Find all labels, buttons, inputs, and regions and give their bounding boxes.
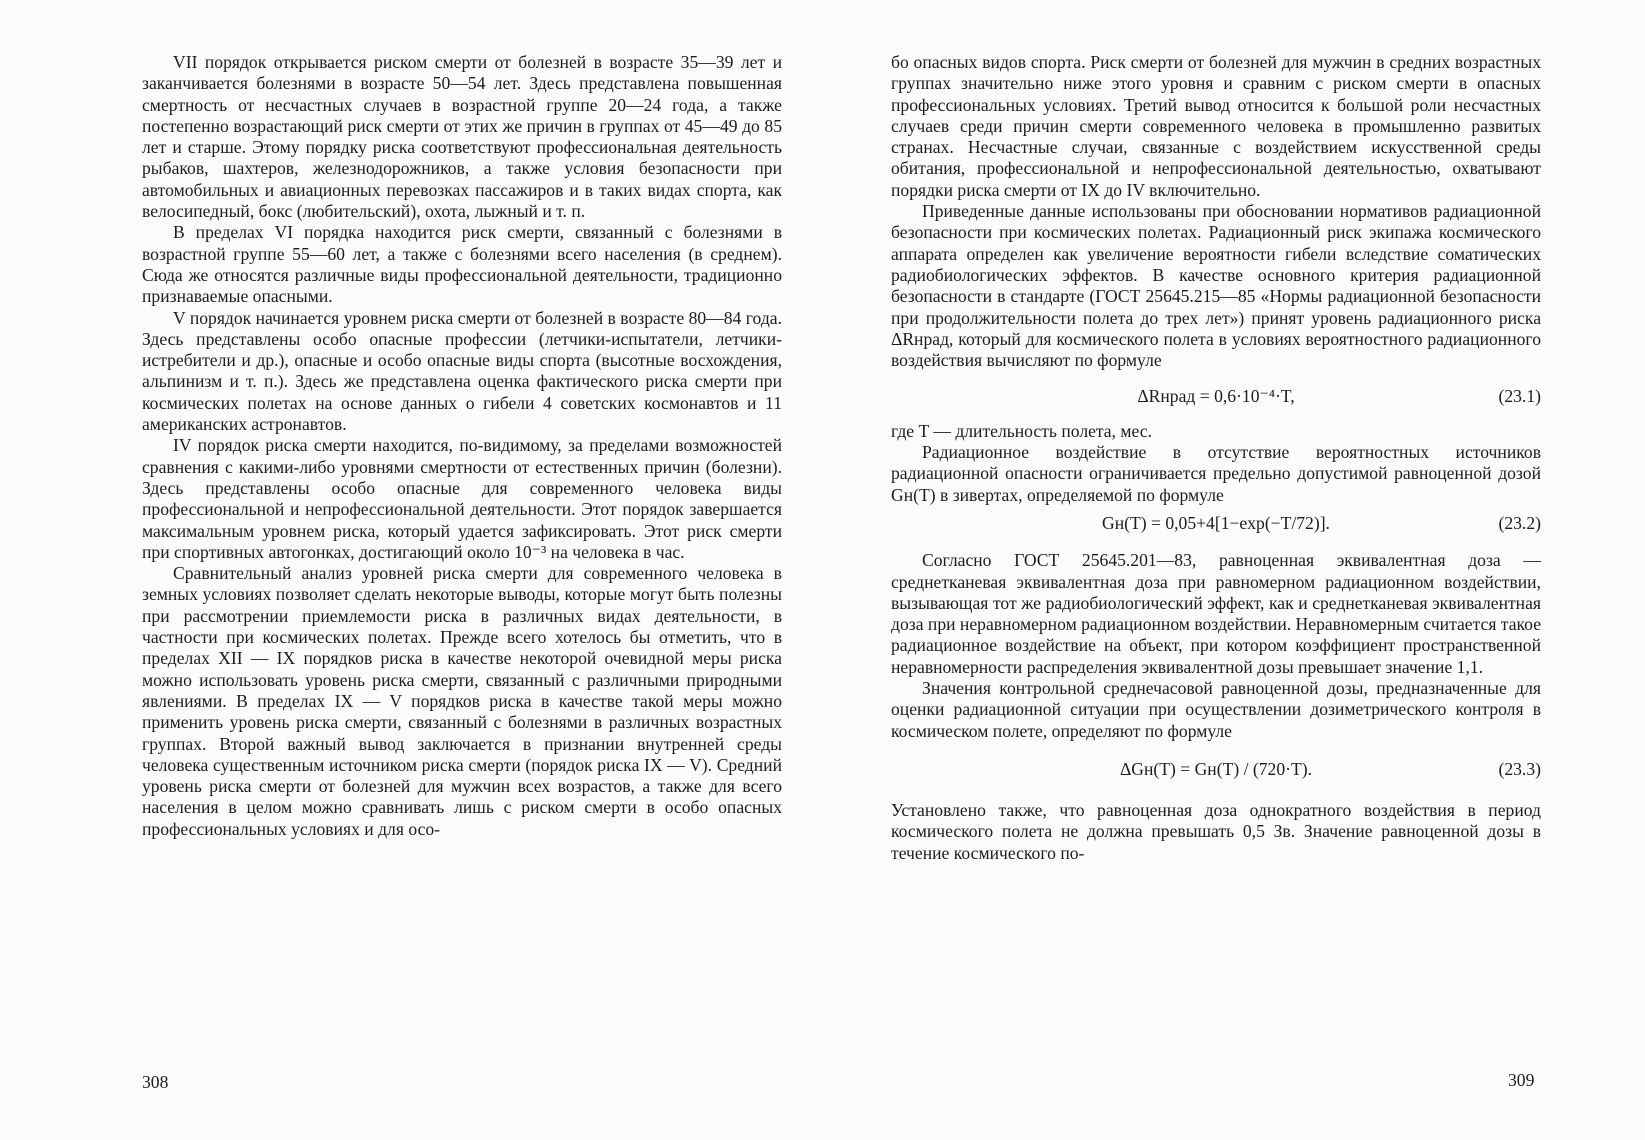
paragraph: Согласно ГОСТ 25645.201—83, равноценная эквивалентная доза — среднетканевая эквивалентная доза при равномерном радиационном воздействии, вызывающая тот же радиобиологический эффект, как и среднетканевая эквивалентная доза при неравномерном радиационном воздействии. Неравномерным считается такое радиационное воздействие на объект, при котором коэффициент пространственной неравномерности распределения эквивалентной дозы превышает значение 1,1. [891,550,1541,677]
formula-number: (23.3) [1498,758,1541,779]
formula-23-2 [891,513,1541,534]
paragraph: В пределах VI порядка находится риск смерти, связанный с болезнями в возрастной группе 55—60 лет, а также с болезнями всего населения (в среднем). Сюда же относятся различные виды профессиональной деятельности, традиционно признаваемые опасными. [142,222,782,307]
paragraph: IV порядок риска смерти находится, по-видимому, за пределами возможностей сравнения с какими-либо уровнями смертности от естественных причин (болезни). Здесь представлены особо опасные для современного человека виды профессиональной и непрофессиональной деятельности. Этот порядок завершается максимальным уровнем риска, который удается зафиксировать. Этот риск смерти при спортивных автогонках, достигающий около 10⁻³ на человека в час. [142,435,782,562]
paragraph: Радиационное воздействие в отсутствие вероятностных источников радиационной опасности ограничивается предельно допустимой равноценной дозой Gн(T) в зивертах, определяемой по формуле [891,442,1541,505]
paragraph: бо опасных видов спорта. Риск смерти от болезней для мужчин в средних возрастных группах значительно ниже этого уровня и сравним с риском смерти в опасных профессиональных условиях. Третий вывод относится к большой роли несчастных случаев среди причин смерти современного человека в промышленно развитых странах. Несчастные случаи, связанные с воздействием искусственной среды обитания, профессиональной и непрофессиональной деятельностью, охватывают порядки риска смерти от IX до IV включительно. [891,52,1541,200]
paragraph: Приведенные данные использованы при обосновании нормативов радиационной безопасности при космических полетах. Радиационный риск экипажа космического аппарата определен как увеличение вероятности гибели вследствие соматических радиобиологических эффектов. В качестве основного критерия радиационной безопасности в стандарте (ГОСТ 25645.215—85 «Нормы радиационной безопасности при продолжительности полета до трех лет») принят уровень радиационного риска ΔRнрад, который для космического полета в условиях вероятностного радиационного воздействия вычисляют по формуле [891,201,1541,371]
right-page [891,52,1541,864]
paragraph: V порядок начинается уровнем риска смерти от болезней в возрасте 80—84 года. Здесь представлены особо опасные профессии (летчики-испытатели, летчики-истребители и др.), опасные и особо опасные виды спорта (высотные восхождения, альпинизм и т. п.). Здесь же представлена оценка фактического риска смерти при космических полетах на основе данных о гибели 4 советских космонавтов и 11 американских астронавтов. [142,307,782,435]
formula-number: (23.2) [1498,512,1541,533]
formula-expression: ΔGн(T) = Gн(T) / (720·T). [1119,758,1312,779]
paragraph: Значения контрольной среднечасовой равноценной дозы, предназначенные для оценки радиационной ситуации при осуществлении дозиметрического контроля в космическом полете, определяют по формуле [891,678,1541,741]
formula-number: (23.1) [1498,386,1541,407]
left-page [142,52,782,840]
paragraph: VII порядок открывается риском смерти от болезней в возрасте 35—39 лет и заканчивается болезнями в возрасте 50—54 лет. Здесь представлена повышенная смертность от несчастных случаев в возрастной группе 20—24 года, а также постепенно возрастающий риск смерти от этих же причин в группах от 45—49 до 85 лет и старше. Этому порядку риска соответствуют профессиональная деятельность рыбаков, шахтеров, железнодорожников, а также условия безопасности при автомобильных и авиационных перевозках пассажиров и в таких видах спорта, как велосипедный, бокс (любительский), охота, лыжный и т. п. [142,52,782,222]
formula-expression: ΔRнрад = 0,6·10⁻⁴·T, [1137,386,1295,407]
formula-23-1 [891,386,1541,407]
formula-23-3 [891,757,1541,781]
page-number-right: 309 [1508,1070,1535,1090]
formula-expression: Gн(T) = 0,05+4[1−exp(−T/72)]. [1102,512,1330,533]
paragraph: где T — длительность полета, мес. [891,420,1153,441]
paragraph: Сравнительный анализ уровней риска смерти для современного человека в земных условиях позволяет сделать некоторые выводы, которые могут быть полезны при рассмотрении приемлемости риска в различных видах деятельности, в частности при космических полетах. Прежде всего хотелось бы отметить, что в пределах XII — IX порядков риска в качестве некоторой очевидной меры риска можно использовать уровень риска смерти, связанный с различными природными явлениями. В пределах IX — V порядков риска в качестве такой меры можно применить уровень риска смерти, связанный с болезнями в различных возрастных группах. Второй важный вывод заключается в признании внутренней среды человека существенным источником риска смерти (порядок риска IX — V). Средний уровень риска смерти от болезней для мужчин всех возрастов, а также для всего населения в целом можно сравнивать лишь с риском смерти в особо опасных профессиональных условиях и для осо- [142,563,782,839]
paragraph: Установлено также, что равноценная доза однократного воздействия в период космического полета не должна превышать 0,5 Зв. Значение равноценной дозы в течение космического по- [891,799,1541,863]
page-number-left: 308 [142,1072,169,1092]
